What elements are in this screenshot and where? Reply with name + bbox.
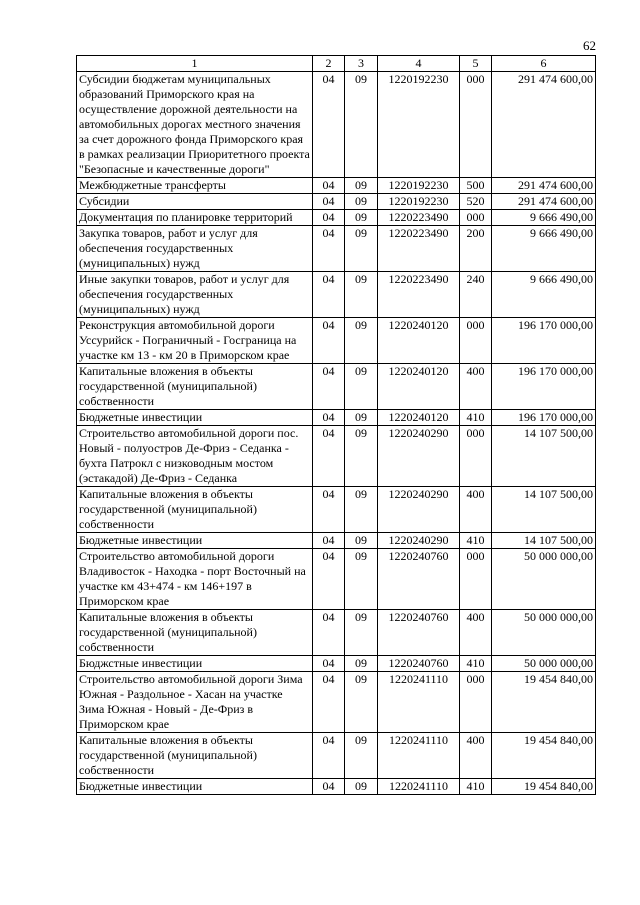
row-amount-cell: 50 000 000,00 [492,549,596,610]
row-name-cell: Капитальные вложения в объекты государственной (муниципальной) собственности [77,733,313,779]
row-section-cell: 04 [313,272,345,318]
column-header-amount: 6 [492,56,596,72]
row-target-cell: 1220241110 [378,672,460,733]
row-type-cell: 520 [460,194,492,210]
row-section-cell: 04 [313,364,345,410]
row-subsection-cell: 09 [345,178,378,194]
budget-table [76,55,596,795]
row-target-cell: 1220240120 [378,318,460,364]
row-subsection-cell: 09 [345,426,378,487]
table-row [77,549,596,610]
row-section-cell: 04 [313,194,345,210]
row-name-cell: Бюджетные инвестиции [77,533,313,549]
row-subsection-cell: 09 [345,318,378,364]
row-section-cell: 04 [313,210,345,226]
row-name-cell: Бюджетные инвестиции [77,410,313,426]
table-row [77,226,596,272]
row-type-cell: 400 [460,364,492,410]
row-subsection-cell: 09 [345,72,378,178]
row-amount-cell: 9 666 490,00 [492,226,596,272]
column-header-section: 2 [313,56,345,72]
row-target-cell: 1220240290 [378,533,460,549]
row-subsection-cell: 09 [345,672,378,733]
row-target-cell: 1220192230 [378,72,460,178]
row-section-cell: 04 [313,656,345,672]
row-name-cell: Документация по планировке территорий [77,210,313,226]
column-header-target: 4 [378,56,460,72]
row-subsection-cell: 09 [345,656,378,672]
row-type-cell: 410 [460,533,492,549]
row-section-cell: 04 [313,226,345,272]
row-target-cell: 1220241110 [378,779,460,795]
row-subsection-cell: 09 [345,210,378,226]
row-target-cell: 1220192230 [378,178,460,194]
row-subsection-cell: 09 [345,226,378,272]
row-amount-cell: 291 474 600,00 [492,194,596,210]
row-amount-cell: 14 107 500,00 [492,533,596,549]
row-section-cell: 04 [313,426,345,487]
row-target-cell: 1220240290 [378,426,460,487]
row-target-cell: 1220240760 [378,656,460,672]
table-row [77,178,596,194]
row-section-cell: 04 [313,318,345,364]
row-amount-cell: 9 666 490,00 [492,272,596,318]
row-section-cell: 04 [313,733,345,779]
table-row [77,318,596,364]
row-target-cell: 1220223490 [378,210,460,226]
column-header-type: 5 [460,56,492,72]
row-target-cell: 1220192230 [378,194,460,210]
row-type-cell: 410 [460,410,492,426]
row-section-cell: 04 [313,410,345,426]
row-section-cell: 04 [313,779,345,795]
row-name-cell: Бюджетные инвестиции [77,779,313,795]
row-type-cell: 000 [460,672,492,733]
row-subsection-cell: 09 [345,610,378,656]
table-row [77,194,596,210]
row-amount-cell: 14 107 500,00 [492,426,596,487]
row-target-cell: 1220240760 [378,610,460,656]
row-type-cell: 400 [460,610,492,656]
row-type-cell: 240 [460,272,492,318]
row-amount-cell: 50 000 000,00 [492,610,596,656]
table-row [77,733,596,779]
row-subsection-cell: 09 [345,272,378,318]
row-name-cell: Закупка товаров, работ и услуг для обеспечения государственных (муниципальных) нужд [77,226,313,272]
table-row [77,426,596,487]
row-type-cell: 000 [460,318,492,364]
table-body [77,72,596,795]
table-row [77,364,596,410]
row-target-cell: 1220240120 [378,364,460,410]
row-name-cell: Строительство автомобильной дороги Зима Южная - Раздольное - Хасан на участке Зима Южная - Новый - Де-Фриз в Приморском крае [77,672,313,733]
page-number: 62 [583,38,596,53]
table-row [77,533,596,549]
row-target-cell: 1220240120 [378,410,460,426]
row-name-cell: Строительство автомобильной дороги пос. Новый - полуостров Де-Фриз - Седанка - бухта Патрокл с низководным мостом (эстакадой) Де-Фриз - Седанка [77,426,313,487]
row-name-cell: Межбюджетные трансферты [77,178,313,194]
row-amount-cell: 291 474 600,00 [492,178,596,194]
row-amount-cell: 196 170 000,00 [492,318,596,364]
row-subsection-cell: 09 [345,733,378,779]
row-amount-cell: 19 454 840,00 [492,672,596,733]
row-target-cell: 1220223490 [378,272,460,318]
row-amount-cell: 14 107 500,00 [492,487,596,533]
row-subsection-cell: 09 [345,194,378,210]
row-type-cell: 000 [460,210,492,226]
row-name-cell: Капитальные вложения в объекты государственной (муниципальной) собственности [77,364,313,410]
row-subsection-cell: 09 [345,364,378,410]
table-row [77,210,596,226]
row-section-cell: 04 [313,610,345,656]
table-row [77,72,596,178]
row-section-cell: 04 [313,672,345,733]
row-subsection-cell: 09 [345,487,378,533]
row-amount-cell: 50 000 000,00 [492,656,596,672]
table-row [77,610,596,656]
row-type-cell: 410 [460,656,492,672]
row-amount-cell: 19 454 840,00 [492,779,596,795]
row-subsection-cell: 09 [345,549,378,610]
row-section-cell: 04 [313,178,345,194]
table-row [77,487,596,533]
row-name-cell: Бюджстные инвестиции [77,656,313,672]
row-type-cell: 400 [460,487,492,533]
row-target-cell: 1220240290 [378,487,460,533]
row-name-cell: Строительство автомобильной дороги Владивосток - Находка - порт Восточный на участке км 43+474 - км 146+197 в Приморском крае [77,549,313,610]
row-name-cell: Реконструкция автомобильной дороги Уссурийск - Пограничный - Госграница на участке км 13 - км 20 в Приморском крае [77,318,313,364]
row-section-cell: 04 [313,72,345,178]
row-subsection-cell: 09 [345,410,378,426]
row-amount-cell: 9 666 490,00 [492,210,596,226]
table-row [77,410,596,426]
row-amount-cell: 196 170 000,00 [492,364,596,410]
row-name-cell: Капитальные вложения в объекты государственной (муниципальной) собственности [77,487,313,533]
row-amount-cell: 291 474 600,00 [492,72,596,178]
row-section-cell: 04 [313,549,345,610]
row-type-cell: 000 [460,72,492,178]
row-section-cell: 04 [313,533,345,549]
row-subsection-cell: 09 [345,779,378,795]
column-header-subsection: 3 [345,56,378,72]
row-amount-cell: 19 454 840,00 [492,733,596,779]
row-type-cell: 410 [460,779,492,795]
table-row [77,656,596,672]
row-name-cell: Иные закупки товаров, работ и услуг для обеспечения государственных (муниципальных) нужд [77,272,313,318]
row-target-cell: 1220240760 [378,549,460,610]
row-type-cell: 400 [460,733,492,779]
column-header-name: 1 [77,56,313,72]
row-name-cell: Субсидии [77,194,313,210]
row-name-cell: Субсидии бюджетам муниципальных образований Приморского края на осуществление дорожной деятельности на автомобильных дорогах местного значения за счет дорожного фонда Приморского края в рамках реализации Приоритетного проекта "Безопасные и качественные дороги" [77,72,313,178]
row-type-cell: 500 [460,178,492,194]
table-row [77,272,596,318]
table-header-row [77,56,596,72]
row-type-cell: 200 [460,226,492,272]
table-row [77,672,596,733]
row-target-cell: 1220223490 [378,226,460,272]
row-type-cell: 000 [460,549,492,610]
row-target-cell: 1220241110 [378,733,460,779]
row-section-cell: 04 [313,487,345,533]
row-type-cell: 000 [460,426,492,487]
table-row [77,779,596,795]
row-subsection-cell: 09 [345,533,378,549]
row-name-cell: Капитальные вложения в объекты государственной (муниципальной) собственности [77,610,313,656]
row-amount-cell: 196 170 000,00 [492,410,596,426]
